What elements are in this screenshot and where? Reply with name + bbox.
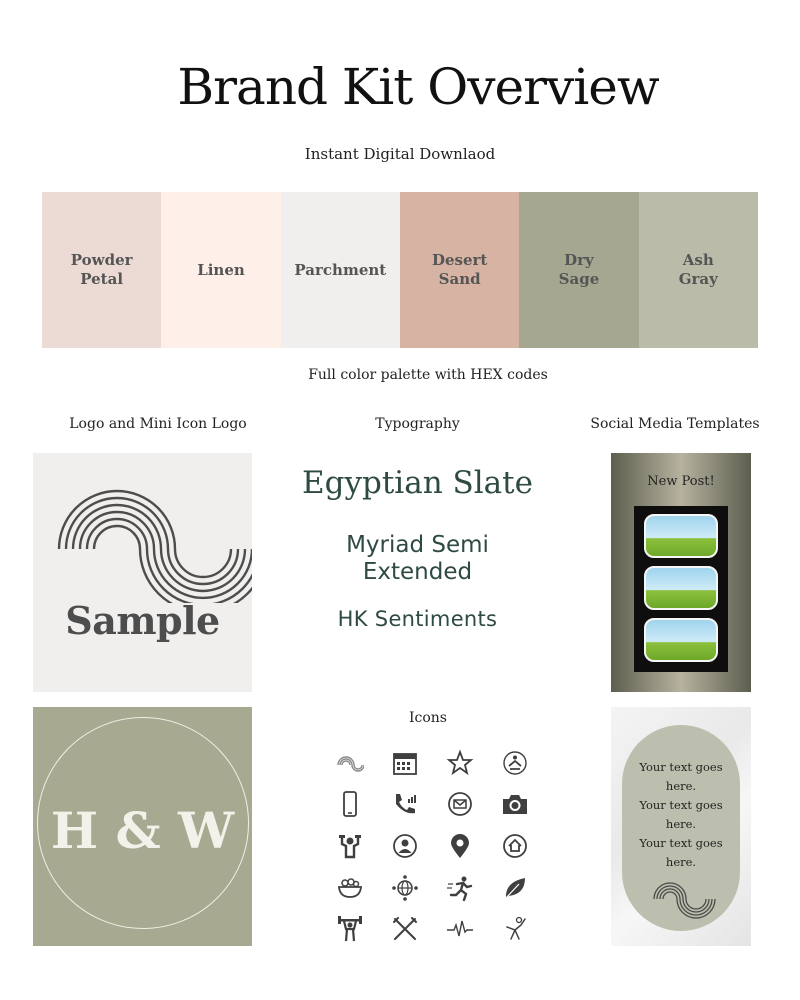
font-sample-hk-sentiments: HK Sentiments [337, 607, 498, 631]
home-icon [487, 825, 542, 867]
swatch-powder-petal [42, 192, 161, 348]
photo-strip [634, 506, 728, 672]
weightlifter-icon [322, 908, 377, 950]
location-pin-icon [432, 825, 487, 867]
logo-waves-mark [33, 453, 252, 603]
camera-icon [487, 784, 542, 826]
logo-wordmark: Sample [65, 598, 220, 643]
heartbeat-icon [432, 908, 487, 950]
swatch-label: Parchment [294, 260, 387, 279]
icons-section-heading: Icons [408, 710, 447, 726]
swatch-label: Dry Sage [558, 251, 600, 288]
salad-bowl-icon [322, 867, 377, 909]
fitness-user-icon [322, 825, 377, 867]
color-palette [42, 192, 758, 348]
running-person-icon [432, 867, 487, 909]
global-network-icon [377, 867, 432, 909]
swatch-label: Ash Gray [678, 251, 718, 288]
page-title: Brand Kit Overview [177, 58, 659, 116]
font-sample-egyptian-slate: Egyptian Slate [302, 465, 533, 501]
typography-section-heading: Typography [375, 416, 460, 432]
swatch-label: Linen [197, 260, 245, 279]
logo-preview [33, 453, 252, 692]
swatch-linen [161, 192, 280, 348]
page-subtitle: Instant Digital Downlaod [304, 145, 496, 163]
star-icon [432, 742, 487, 784]
photo-thumbnail [644, 566, 718, 610]
fork-knife-icon [377, 908, 432, 950]
phone-icon [322, 784, 377, 826]
photo-thumbnail [644, 514, 718, 558]
logo-section-heading: Logo and Mini Icon Logo [69, 416, 247, 432]
leaf-icon [487, 867, 542, 909]
logo-waves-icon [322, 742, 377, 784]
new-post-label: New Post! [647, 474, 715, 489]
swatch-label: Powder Petal [70, 251, 133, 288]
font-sample-myriad: Myriad Semi Extended [346, 532, 489, 585]
swatch-dry-sage [519, 192, 638, 348]
email-icon [432, 784, 487, 826]
phone-call-icon [377, 784, 432, 826]
mini-logo-monogram: H & W [50, 801, 235, 860]
calendar-icon [377, 742, 432, 784]
user-icon [377, 825, 432, 867]
template-body-text: Your text goes here. Your text goes here. Your text goes here. [639, 760, 723, 869]
swatch-desert-sand [400, 192, 519, 348]
icon-set [322, 742, 542, 950]
social-section-heading: Social Media Templates [590, 416, 760, 432]
palette-caption: Full color palette with HEX codes [308, 367, 548, 383]
stretching-person-icon [487, 908, 542, 950]
photo-thumbnail [644, 618, 718, 662]
mini-icon-logo [33, 707, 252, 946]
swatch-parchment [281, 192, 400, 348]
swatch-label: Desert Sand [431, 251, 488, 288]
meditation-icon [487, 742, 542, 784]
swatch-ash-gray [639, 192, 758, 348]
